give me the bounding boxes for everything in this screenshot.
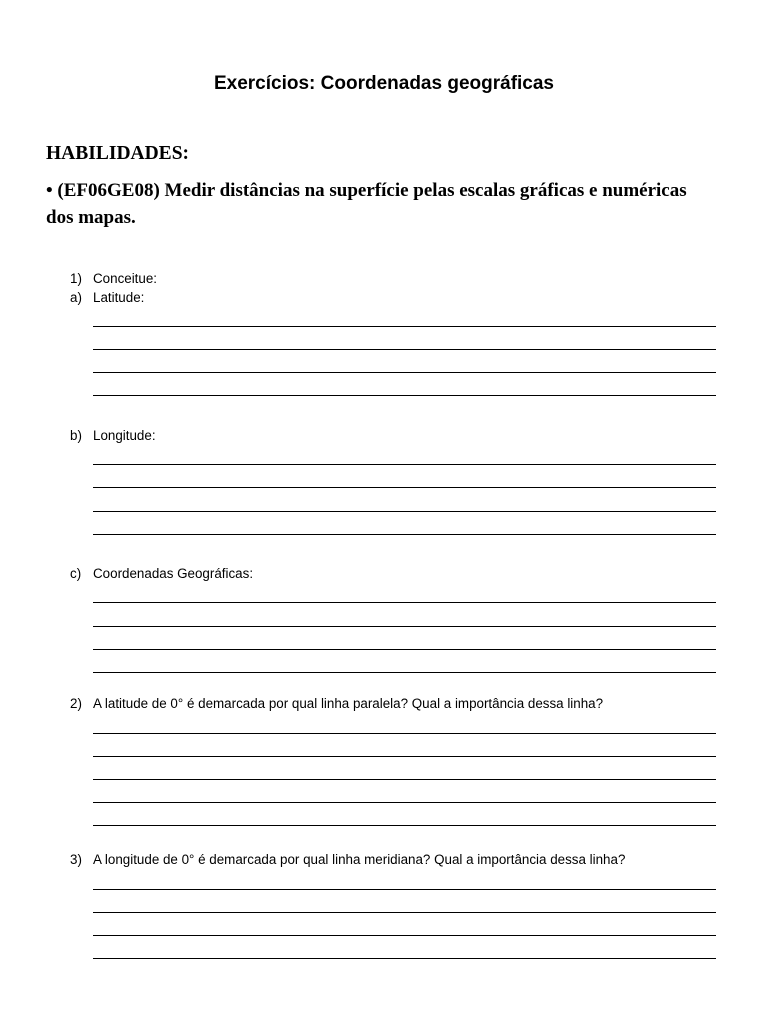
answer-line[interactable] <box>93 912 716 913</box>
question-number: 3) <box>70 852 82 867</box>
question-text: A latitude de 0° é demarcada por qual linha paralela? Qual a importância dessa linha? <box>93 696 604 711</box>
bullet-symbol: • <box>46 180 53 201</box>
question-text: A longitude de 0° é demarcada por qual linha meridiana? Qual a importância dessa linha? <box>93 852 626 867</box>
item-letter: a) <box>70 290 82 305</box>
answer-line[interactable] <box>93 958 716 959</box>
item-letter: c) <box>70 566 82 581</box>
answer-line[interactable] <box>93 935 716 936</box>
answer-line[interactable] <box>93 372 716 373</box>
item-text: Coordenadas Geográficas: <box>93 566 254 581</box>
answer-line[interactable] <box>93 802 716 803</box>
answer-line[interactable] <box>93 626 716 627</box>
answer-line[interactable] <box>93 511 716 512</box>
answer-line[interactable] <box>93 649 716 650</box>
answer-line[interactable] <box>93 395 716 396</box>
answer-line[interactable] <box>93 349 716 350</box>
item-letter: b) <box>70 428 82 443</box>
answer-line[interactable] <box>93 756 716 757</box>
answer-line[interactable] <box>93 825 716 826</box>
answer-line[interactable] <box>93 602 716 603</box>
skills-heading: HABILIDADES: <box>46 143 190 164</box>
answer-line[interactable] <box>93 733 716 734</box>
answer-line[interactable] <box>93 326 716 327</box>
answer-line[interactable] <box>93 779 716 780</box>
answer-line[interactable] <box>93 534 716 535</box>
item-text: Longitude: <box>93 428 156 443</box>
question-text: Conceitue: <box>93 271 158 286</box>
answer-line[interactable] <box>93 889 716 890</box>
skill-text: (EF06GE08) Medir distâncias na superfície pelas escalas gráficas e numéricas dos mapas. <box>46 180 687 228</box>
skill-item <box>46 178 706 231</box>
answer-line[interactable] <box>93 487 716 488</box>
item-text: Latitude: <box>93 290 145 305</box>
page-title: Exercícios: Coordenadas geográficas <box>213 73 554 94</box>
answer-line[interactable] <box>93 672 716 673</box>
question-number: 2) <box>70 696 82 711</box>
answer-line[interactable] <box>93 464 716 465</box>
question-number: 1) <box>70 271 82 286</box>
